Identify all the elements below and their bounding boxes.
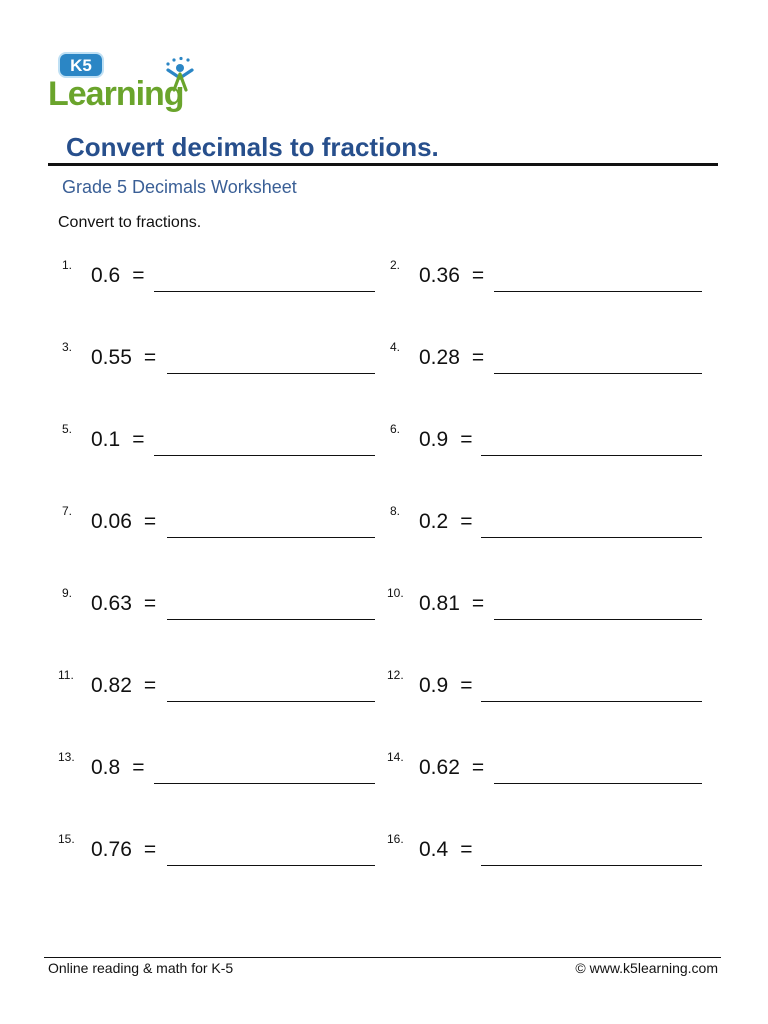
equals-sign: = <box>460 674 473 697</box>
answer-line[interactable] <box>167 701 375 702</box>
answer-line[interactable] <box>481 701 702 702</box>
equals-sign: = <box>471 756 485 779</box>
problem-1 <box>62 258 377 298</box>
problem-10 <box>387 586 704 626</box>
equals-sign: = <box>143 346 157 369</box>
problem-5 <box>62 422 377 462</box>
problem-number: 2. <box>390 258 401 272</box>
footer-divider <box>44 957 721 958</box>
decimal-value: 0.06 <box>91 510 132 533</box>
decimal-value: 0.63 <box>91 592 132 615</box>
equals-sign: = <box>143 838 157 861</box>
problem-number: 9. <box>62 586 73 600</box>
equals-sign: = <box>471 264 485 287</box>
problem-number: 13. <box>58 750 75 764</box>
problem-7 <box>62 504 377 544</box>
answer-line[interactable] <box>154 291 375 292</box>
problem-number: 6. <box>390 422 401 436</box>
problem-number: 12. <box>387 668 404 682</box>
problem-number: 8. <box>390 504 401 518</box>
problem-2 <box>390 258 704 298</box>
worksheet-subtitle: Grade 5 Decimals Worksheet <box>62 177 297 197</box>
problem-6 <box>390 422 704 462</box>
answer-line[interactable] <box>494 291 702 292</box>
problem-4 <box>390 340 704 380</box>
problem-11 <box>58 668 377 708</box>
problem-13 <box>58 750 377 790</box>
equals-sign: = <box>143 510 157 533</box>
answer-line[interactable] <box>154 455 375 456</box>
problem-number: 3. <box>62 340 73 354</box>
problem-number: 15. <box>58 832 75 846</box>
equals-sign: = <box>132 264 145 287</box>
problem-14 <box>387 750 704 790</box>
problem-12 <box>387 668 704 708</box>
problem-number: 14. <box>387 750 404 764</box>
decimal-value: 0.62 <box>419 756 460 779</box>
footer-website-link[interactable]: © www.k5learning.com <box>575 960 718 976</box>
decimal-value: 0.2 <box>419 510 449 533</box>
answer-line[interactable] <box>494 783 702 784</box>
decimal-value: 0.4 <box>419 838 449 861</box>
problem-15 <box>58 832 377 872</box>
footer-tagline: Online reading & math for K-5 <box>48 960 234 976</box>
instructions: Convert to fractions. <box>58 214 202 231</box>
logo-wordmark: Learning <box>48 75 184 113</box>
page-title: Convert decimals to fractions. <box>66 132 439 162</box>
problem-8 <box>390 504 704 544</box>
decimal-value: 0.76 <box>91 838 132 861</box>
equals-sign: = <box>460 428 473 451</box>
answer-line[interactable] <box>481 537 702 538</box>
svg-text:K5: K5 <box>70 56 92 75</box>
problem-number: 11. <box>58 668 74 682</box>
problem-number: 1. <box>62 258 73 272</box>
answer-line[interactable] <box>481 865 702 866</box>
answer-line[interactable] <box>481 455 702 456</box>
decimal-value: 0.81 <box>419 592 460 615</box>
answer-line[interactable] <box>154 783 375 784</box>
equals-sign: = <box>471 592 485 615</box>
child-figure-icon <box>160 56 200 92</box>
decimal-value: 0.55 <box>91 346 132 369</box>
answer-line[interactable] <box>167 373 375 374</box>
problem-number: 16. <box>387 832 404 846</box>
k5-learning-logo <box>48 50 188 114</box>
equals-sign: = <box>132 428 145 451</box>
decimal-value: 0.1 <box>91 428 121 451</box>
decimal-value: 0.9 <box>419 674 449 697</box>
decimal-value: 0.82 <box>91 674 132 697</box>
equals-sign: = <box>143 674 157 697</box>
equals-sign: = <box>132 756 145 779</box>
decimal-value: 0.8 <box>91 756 121 779</box>
problem-16 <box>387 832 704 872</box>
answer-line[interactable] <box>167 537 375 538</box>
equals-sign: = <box>460 510 473 533</box>
equals-sign: = <box>460 838 473 861</box>
decimal-value: 0.28 <box>419 346 460 369</box>
answer-line[interactable] <box>167 619 375 620</box>
problem-3 <box>62 340 377 380</box>
equals-sign: = <box>143 592 157 615</box>
problem-number: 5. <box>62 422 73 436</box>
equals-sign: = <box>471 346 485 369</box>
answer-line[interactable] <box>494 619 702 620</box>
title-divider <box>48 163 718 166</box>
answer-line[interactable] <box>167 865 375 866</box>
decimal-value: 0.9 <box>419 428 449 451</box>
decimal-value: 0.6 <box>91 264 121 287</box>
problem-number: 4. <box>390 340 401 354</box>
problem-9 <box>62 586 377 626</box>
problem-number: 7. <box>62 504 73 518</box>
decimal-value: 0.36 <box>419 264 460 287</box>
problem-number: 10. <box>387 586 404 600</box>
answer-line[interactable] <box>494 373 702 374</box>
